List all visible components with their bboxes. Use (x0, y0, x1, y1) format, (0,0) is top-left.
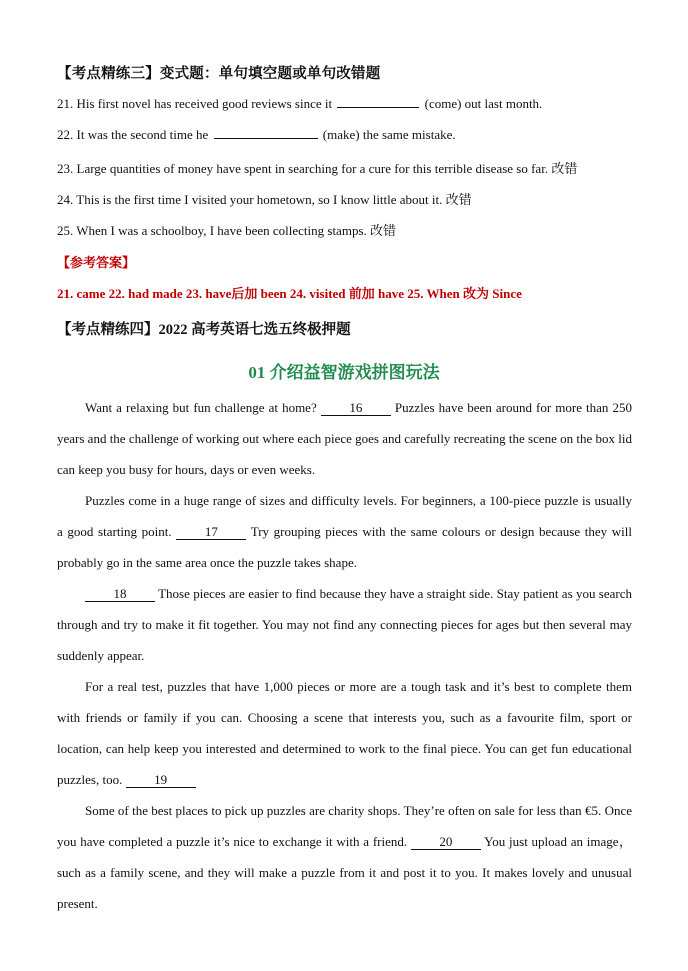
question-22-hint: (make) the same mistake. (322, 127, 456, 142)
paragraph-2-rest: Try grouping pieces with the same colours or design because they will probably go in the same area once the puzzle takes shape. (57, 524, 632, 570)
question-21-hint: (come) out last month. (424, 96, 543, 111)
passage-body (57, 392, 632, 919)
question-22 (57, 127, 456, 143)
paragraph-2-start: Puzzles come in a huge range of sizes and difficulty levels. For beginners, a 100-piece puzzle is usually a good starting point. (57, 493, 632, 539)
blank-17[interactable]: 17 (176, 525, 246, 540)
paragraph-5-start: Some of the best places to pick up puzzles are charity shops. They’re often on sale for less than €5. Once you have completed a puzzle it’s nice to exchange it with a friend. (57, 803, 632, 849)
question-21-blank[interactable] (337, 96, 419, 108)
paragraph-4-text: For a real test, puzzles that have 1,000 pieces or more are a tough task and it’s best to complete them with friends or family if you can. Choosing a scene that interests you, such as a favourite film, sport or location, can help keep you interested and determined to work to the final piece. You can get fun educational puzzles, too. (57, 679, 632, 787)
question-23: 23. Large quantities of money have spent in searching for a cure for this terrible disease so far. 改错 (57, 161, 578, 176)
section-4-heading: 【考点精练四】2022 高考英语七选五终极押题 (57, 322, 351, 338)
paragraph-5-rest: You just upload an image，such as a family scene, and they will make a puzzle from it and post it to you. It makes lovely and unusual present. (57, 834, 632, 911)
question-25: 25. When I was a schoolboy, I have been collecting stamps. 改错 (57, 223, 396, 238)
paragraph-1-start: Want a relaxing but fun challenge at home? (85, 400, 317, 415)
question-21-text: 21. His first novel has received good reviews since it (57, 96, 333, 111)
blank-19[interactable]: 19 (126, 773, 196, 788)
answer-text: 21. came 22. had made 23. have后加 been 24. visited 前加 have 25. When 改为 Since (57, 286, 522, 301)
paragraph-1-rest: Puzzles have been around for more than 250 years and the challenge of working out where each piece goes and carefully recreating the scene on the box lid can keep you busy for hours, days or even weeks. (57, 400, 633, 477)
paragraph-4 (57, 671, 632, 795)
paragraph-1 (57, 392, 632, 485)
question-22-blank[interactable] (214, 127, 318, 139)
answer-tag: 【参考答案】 (57, 255, 136, 270)
question-22-text: 22. It was the second time he (57, 127, 209, 142)
blank-18[interactable]: 18 (85, 587, 155, 602)
paragraph-2 (57, 485, 632, 578)
paragraph-3-text: Those pieces are easier to find because they have a straight side. Stay patient as you search through and try to make it fit together. You may not find any connecting pieces for ages but then several may suddenly appear. (57, 586, 633, 663)
paragraph-3 (57, 578, 632, 671)
blank-20[interactable]: 20 (411, 835, 481, 850)
blank-16[interactable]: 16 (321, 401, 391, 416)
question-21 (57, 96, 542, 112)
question-24: 24. This is the first time I visited your hometown, so I know little about it. 改错 (57, 192, 472, 207)
passage-title: 01 介绍益智游戏拼图玩法 (248, 363, 440, 382)
section-3-heading: 【考点精练三】变式题：单句填空题或单句改错题 (57, 66, 381, 82)
paragraph-5 (57, 795, 632, 919)
